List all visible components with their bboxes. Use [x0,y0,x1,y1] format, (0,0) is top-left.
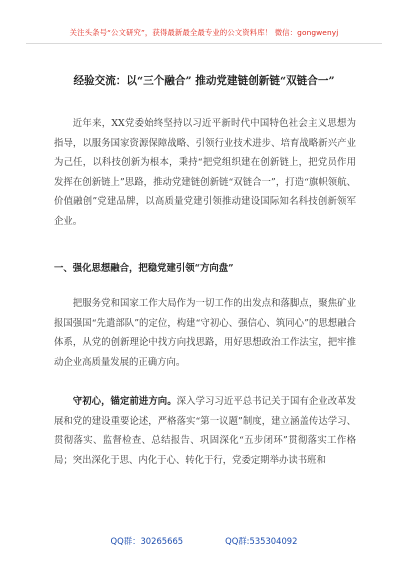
paragraph-lead: 守初心，锚定前进方向。 [72,396,177,407]
section-heading-1: 一、强化思想融合，把稳党建引领“方向盘” [54,263,234,274]
qq-group-2: QQ群:535304092 [225,536,298,546]
qq-group-1: QQ群：30265665 [110,536,184,546]
paragraph-text: 深入学习习近平总书记关于国有企业改革发展和党的建设重要论述，严格落实“第一议题”制度，建立涵盖传达学习、贯彻落实、监督检查、总结报告、巩固深化“五步闭环”贯彻落实工作格局；突出深化于思、内化于心、转化于行，党委定期举办读书班和 [54,396,356,466]
top-banner: 关注头条号“公文研究”，获得最新最全最专业的公文资料库！ 微信：gongwenyj [69,28,339,37]
paragraph-section-1: 把服务党和国家工作大局作为一切工作的出发点和落脚点，聚焦矿业报国强国“先遣部队”的定位，构建“守初心、强信心、筑同心”的思想融合体系，从党的创新理论中找方向找思路，用好思想政治工作法宝，把牢推动企业高质量发展的正确方向。 [54,298,356,368]
paragraph-intro: 近年来，XX党委始终坚持以习近平新时代中国特色社会主义思想为指导，以服务国家资源保障战略、引领行业技术进步、培育战略新兴产业为己任，以科技创新为根本，秉持“把党组织建在创新链上，把党员作用发挥在创新链上”思路，推动党建链创新链“双链合一”，打造“旗帜领航、价值融创”党建品牌，以高质量党建引领推动建设国际知名科技创新领军企业。 [54,118,356,227]
footer-contacts [0,535,408,547]
document-title: 经验交流：以“三个融合” 推动党建链创新链“双链合一” [73,75,335,87]
header-divider [26,43,382,44]
paragraph-keep-original-aspiration [54,392,356,470]
